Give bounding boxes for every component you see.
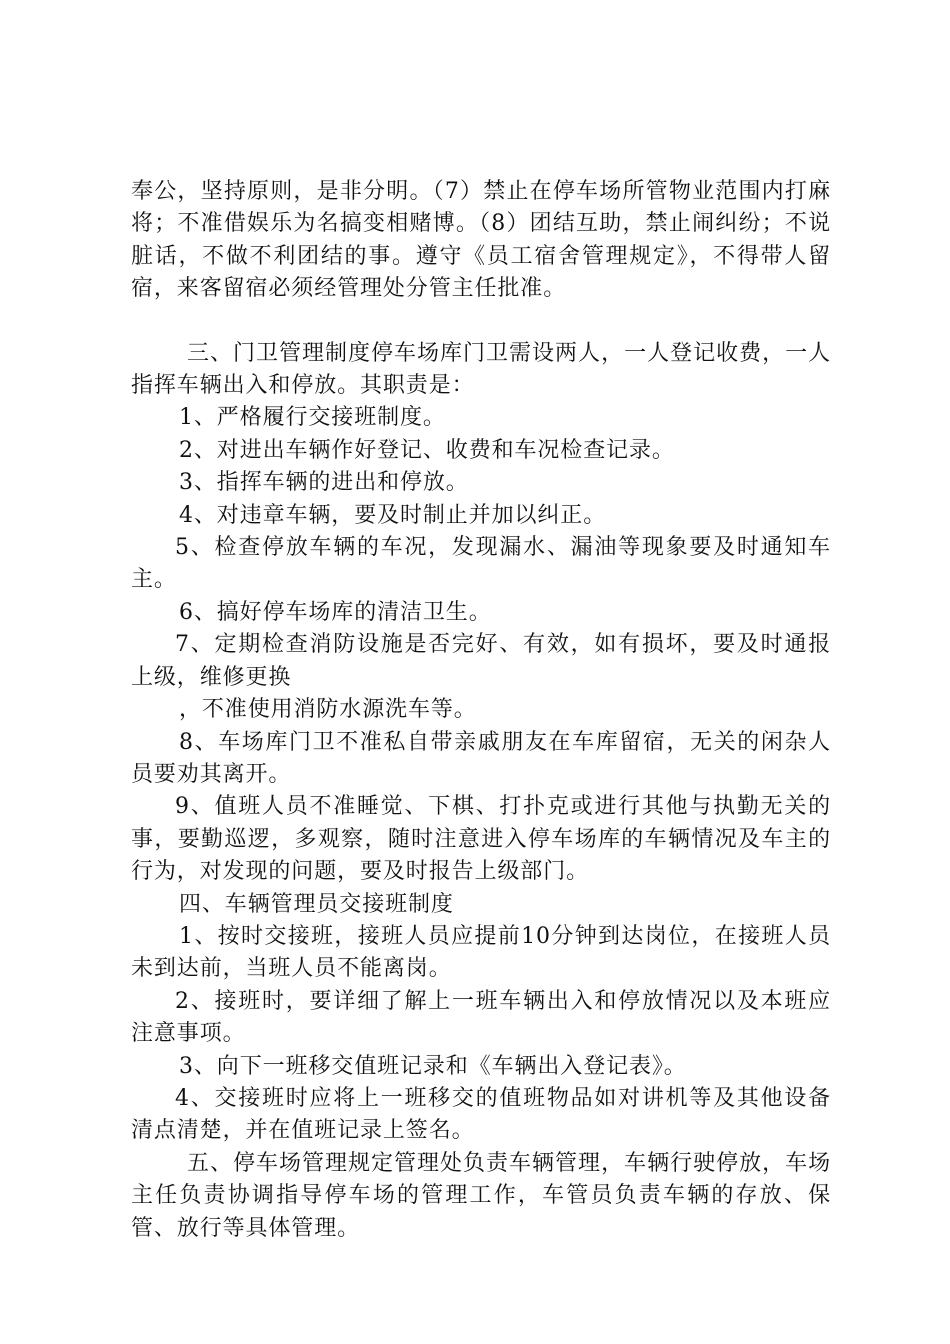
list-item-gatekeeper-7: 7、定期检查消防设施是否完好、有效，如有损坏，要及时通报上级，维修更换	[131, 632, 831, 690]
list-item-gatekeeper-1: 1、严格履行交接班制度。	[179, 405, 446, 431]
paragraph-gap	[131, 306, 831, 338]
heading-gatekeeper-system: 三、门卫管理制度停车场库门卫需设两人，一人登记收费，一人指挥车辆出入和停放。其职责是：	[131, 340, 831, 399]
list-item-handover-2: 2、接班时，要详细了解上一班车辆出入和停放情况以及本班应注意事项。	[131, 988, 831, 1047]
document-body	[131, 176, 831, 1245]
list-item-gatekeeper-8: 8、车场库门卫不准私自带亲戚朋友在车库留宿，无关的闲杂人员要劝其离开。	[131, 729, 831, 787]
list-item-gatekeeper-9: 9、值班人员不准睡觉、下棋、打扑克或进行其他与执勤无关的事，要勤巡逻，多观察，随时注意进入停车场库的车辆情况及车主的行为，对发现的问题，要及时报告上级部门。	[131, 794, 831, 885]
list-item-gatekeeper-4: 4、对违章车辆，要及时制止并加以纠正。	[179, 502, 607, 528]
heading-shift-handover-system: 四、车辆管理员交接班制度	[179, 891, 454, 917]
list-item-handover-3: 3、向下一班移交值班记录和《车辆出入登记表》。	[179, 1053, 687, 1079]
list-item-gatekeeper-7-continued: ，不准使用消防水源洗车等。	[179, 697, 477, 723]
list-item-gatekeeper-5: 5、检查停放车辆的车况，发现漏水、漏油等现象要及时通知车主。	[131, 535, 831, 593]
paragraph-rules-continued: 奉公，坚持原则，是非分明。（7）禁止在停车场所管物业范围内打麻将；不准借娱乐为名搞变相赌博。（8）团结互助，禁止闹纠纷；不说脏话，不做不利团结的事。遵守《员工宿舍管理规定》，不得带人留宿，来客留宿必须经管理处分管主任批准。	[131, 179, 831, 302]
list-item-gatekeeper-2: 2、对进出车辆作好登记、收费和车况检查记录。	[179, 437, 675, 463]
list-item-handover-1: 1、按时交接班，接班人员应提前10分钟到达岗位，在接班人员未到达前，当班人员不能离岗。	[131, 923, 831, 982]
list-item-gatekeeper-3: 3、指挥车辆的进出和停放。	[179, 470, 469, 496]
list-item-handover-4: 4、交接班时应将上一班移交的值班物品如对讲机等及其他设备清点清楚，并在值班记录上签名。	[131, 1085, 831, 1144]
list-item-gatekeeper-6: 6、搞好停车场库的清洁卫生。	[179, 599, 492, 625]
heading-parking-regulations: 五、停车场管理规定管理处负责车辆管理，车辆行驶停放，车场主任负责协调指导停车场的管理工作，车管员负责车辆的存放、保管、放行等具体管理。	[131, 1150, 831, 1241]
